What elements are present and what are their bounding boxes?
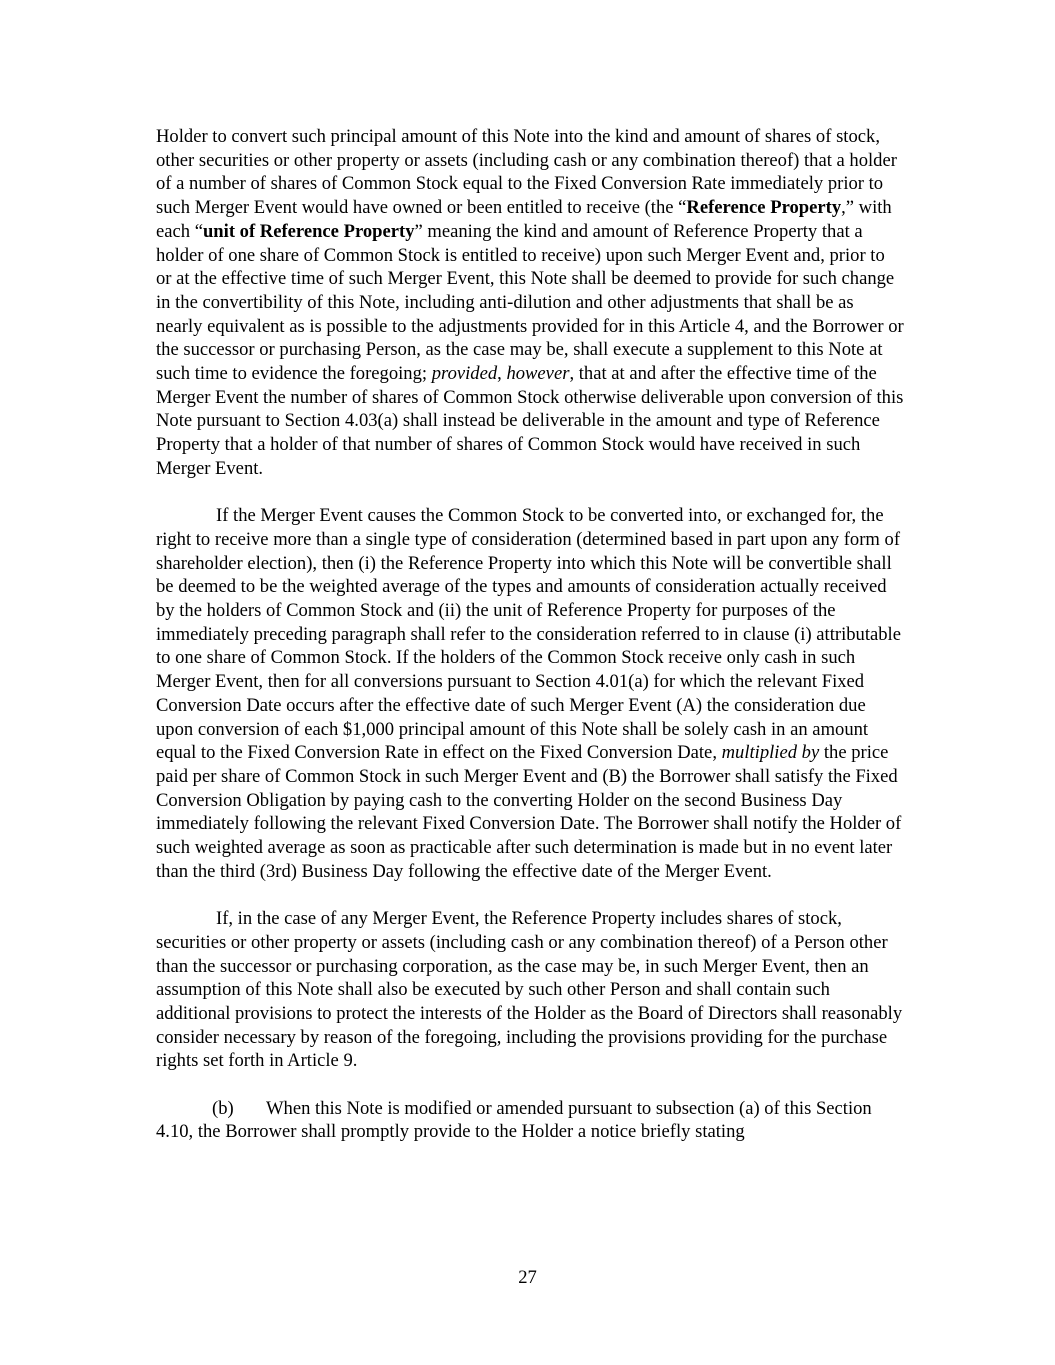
paragraph-text: , xyxy=(497,363,507,385)
paragraph-text: ,” with each “ xyxy=(156,197,892,242)
paragraph-text: the price paid per share of Common Stock in such Merger Event and (B) the Borrower shall satisfy the Fixed Conversion Obligation by paying cash to the converting Holder on the second Business Day immediately following the relevant Fixed Conversion Date. The Borrower shall notify the Holder of such weighted average as soon as practicable after such determination is made but in no event later than the third (3rd) Business Day following the effective date of the Merger Event. xyxy=(156,742,902,882)
document-page xyxy=(156,125,904,1168)
paragraph-reference-property xyxy=(156,125,904,481)
paragraph-text: , that at and after the effective time of the Merger Event the number of shares of Common Stock otherwise deliverable upon conversion of this Note pursuant to Section 4.03(a) shall instead be deliverable in the amount and type of Reference Property that a holder of that number of shares of Common Stock would have received in such Merger Event. xyxy=(156,363,904,479)
paragraph-text: ” meaning the kind and amount of Reference Property that a holder of one share of Common Stock is entitled to receive) upon such Merger Event and, prior to or at the effective time of such Merger Event, this Note shall be deemed to provide for such change in the convertibility of this Note, including anti-dilution and other adjustments that shall be as nearly equivalent as is possible to the adjustments provided for in this Article 4, and the Borrower or the successor or purchasing Person, as the case may be, shall execute a supplement to this Note at such time to evidence the foregoing; xyxy=(156,220,904,385)
paragraph-subsection-b xyxy=(156,1097,904,1144)
subsection-label: (b) xyxy=(212,1097,234,1119)
defined-term-reference-property: Reference Property xyxy=(686,197,842,219)
defined-term-unit-of-reference-property: unit of Reference Property xyxy=(202,220,415,242)
italic-term-however: however xyxy=(506,363,570,385)
italic-term-provided: provided xyxy=(431,363,498,385)
paragraph-text: When this Note is modified or amended pursuant to subsection (a) of this Section 4.10, the Borrower shall promptly provide to the Holder a notice briefly stating xyxy=(156,1097,872,1143)
paragraph-other-person-assumption xyxy=(156,907,904,1073)
italic-term-multiplied-by: multiplied by xyxy=(721,742,820,764)
paragraph-weighted-average xyxy=(156,504,904,883)
paragraph-text: If, in the case of any Merger Event, the Reference Property includes shares of stock, securities or other property or assets (including cash or any combination thereof) of a Person other than the successor or purchasing corporation, as the case may be, in such Merger Event, then an assumption of this Note shall also be executed by such other Person and shall contain such additional provisions to protect the interests of the Holder as the Board of Directors shall reasonably consider necessary by reason of the foregoing, including the provisions providing for the purchase rights set forth in Article 9. xyxy=(156,908,903,1072)
paragraph-text: If the Merger Event causes the Common Stock to be converted into, or exchanged for, the right to receive more than a single type of consideration (determined based in part upon any form of shareholder election), then (i) the Reference Property into which this Note will be convertible shall be deemed to be the weighted average of the types and amounts of consideration actually received by the holders of Common Stock and (ii) the unit of Reference Property for purposes of the immediately preceding paragraph shall refer to the consideration referred to in clause (i) attributable to one share of Common Stock. If the holders of the Common Stock receive only cash in such Merger Event, then for all conversions pursuant to Section 4.01(a) for which the relevant Fixed Conversion Date occurs after the effective date of such Merger Event (A) the consideration due upon conversion of each $1,000 principal amount of this Note shall be solely cash in an amount equal to the Fixed Conversion Rate in effect on the Fixed Conversion Date, xyxy=(156,505,901,764)
paragraph-text: Holder to convert such principal amount of this Note into the kind and amount of shares of stock, other securities or other property or assets (including cash or any combination thereof) that a holder of a number of shares of Common Stock equal to the Fixed Conversion Rate immediately prior to such Merger Event would have owned or been entitled to receive (the “ xyxy=(156,126,897,219)
page-number: 27 xyxy=(518,1267,537,1288)
